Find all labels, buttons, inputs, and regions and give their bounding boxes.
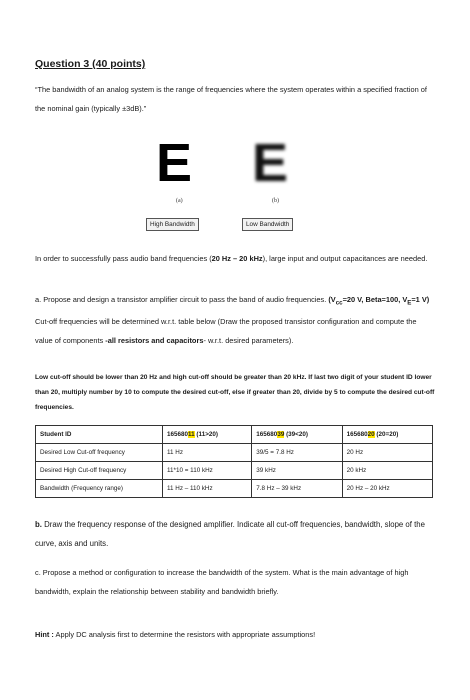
table-header-cell: Student ID [36,426,163,444]
table-cell: 7.8 Hz – 39 kHz [252,480,342,498]
table-cell: 11*10 = 110 kHz [163,462,252,480]
question-title: Question 3 (40 points) [35,58,146,70]
bandwidth-definition-quote: “The bandwidth of an analog system is the range of frequencies where the system operates within a specified fraction of the nominal gain (typically ±3dB).” [35,85,427,113]
table-cell: Desired High Cut-off frequency [36,462,163,480]
table-cell: 39/5 = 7.8 Hz [252,444,342,462]
table-cell: Desired Low Cut-off frequency [36,444,163,462]
table-cell: Bandwidth (Frequency range) [36,480,163,498]
audio-band-paragraph: In order to successfully pass audio band frequencies (20 Hz – 20 kHz), large input and output capacitances are needed. [35,254,428,263]
table-cell: 20 Hz – 20 kHz [342,480,432,498]
table-cell: 20 Hz [342,444,432,462]
table-row [36,480,433,498]
hint-paragraph: Hint : Apply DC analysis first to determine the resistors with appropriate assumptions! [35,630,316,639]
table-header-row [36,426,433,444]
table-cell: 39 kHz [252,462,342,480]
bandwidth-figure [0,128,470,238]
cutoff-rule-note: Low cut-off should be lower than 20 Hz and high cut-off should be greater than 20 kHz. If last two digit of your student ID lower than 20, multiply number by 10 to compute the desired cut-off, else if greater than 20, divide by 5 to compute the desired cut-off frequencies. [35,374,435,411]
table-header-cell: 16568039 (39<20) [252,426,342,444]
sharp-letter-e: E [156,133,193,193]
table-row [36,444,433,462]
part-a-paragraph: a. Propose and design a transistor amplifier circuit to pass the band of audio frequencies. ($V_{cc}=20$ V, Beta=100, $V_E=1$ V) Cut-off frequencies will be determined w.r.t. table below (Draw the proposed transistor configuration and compute the value of components -all resistors and capacitors- w.r.t. desired parameters). [35,295,430,346]
figure-caption-a: (a) [176,198,183,204]
part-c-paragraph: c. Propose a method or configuration to increase the bandwidth of the system. What is the main advantage of high bandwidth, explain the relationship between stability and bandwidth briefly. [35,568,409,596]
table-cell: 11 Hz [163,444,252,462]
cutoff-frequency-table [35,425,433,498]
figure-caption-b: (b) [272,198,279,204]
table-cell: 20 kHz [342,462,432,480]
table-header-cell: 16568011 (11>20) [163,426,252,444]
table-cell: 11 Hz – 110 kHz [163,480,252,498]
part-b-paragraph: b. Draw the frequency response of the designed amplifier. Indicate all cut-off frequencies, bandwidth, slope of the curve, axis and units. [35,520,425,548]
high-bandwidth-label: High Bandwidth [146,218,199,231]
table-header-cell: 16568020 (20=20) [342,426,432,444]
blurred-letter-e: E [252,133,289,193]
table-row [36,462,433,480]
low-bandwidth-label: Low Bandwidth [242,218,293,231]
